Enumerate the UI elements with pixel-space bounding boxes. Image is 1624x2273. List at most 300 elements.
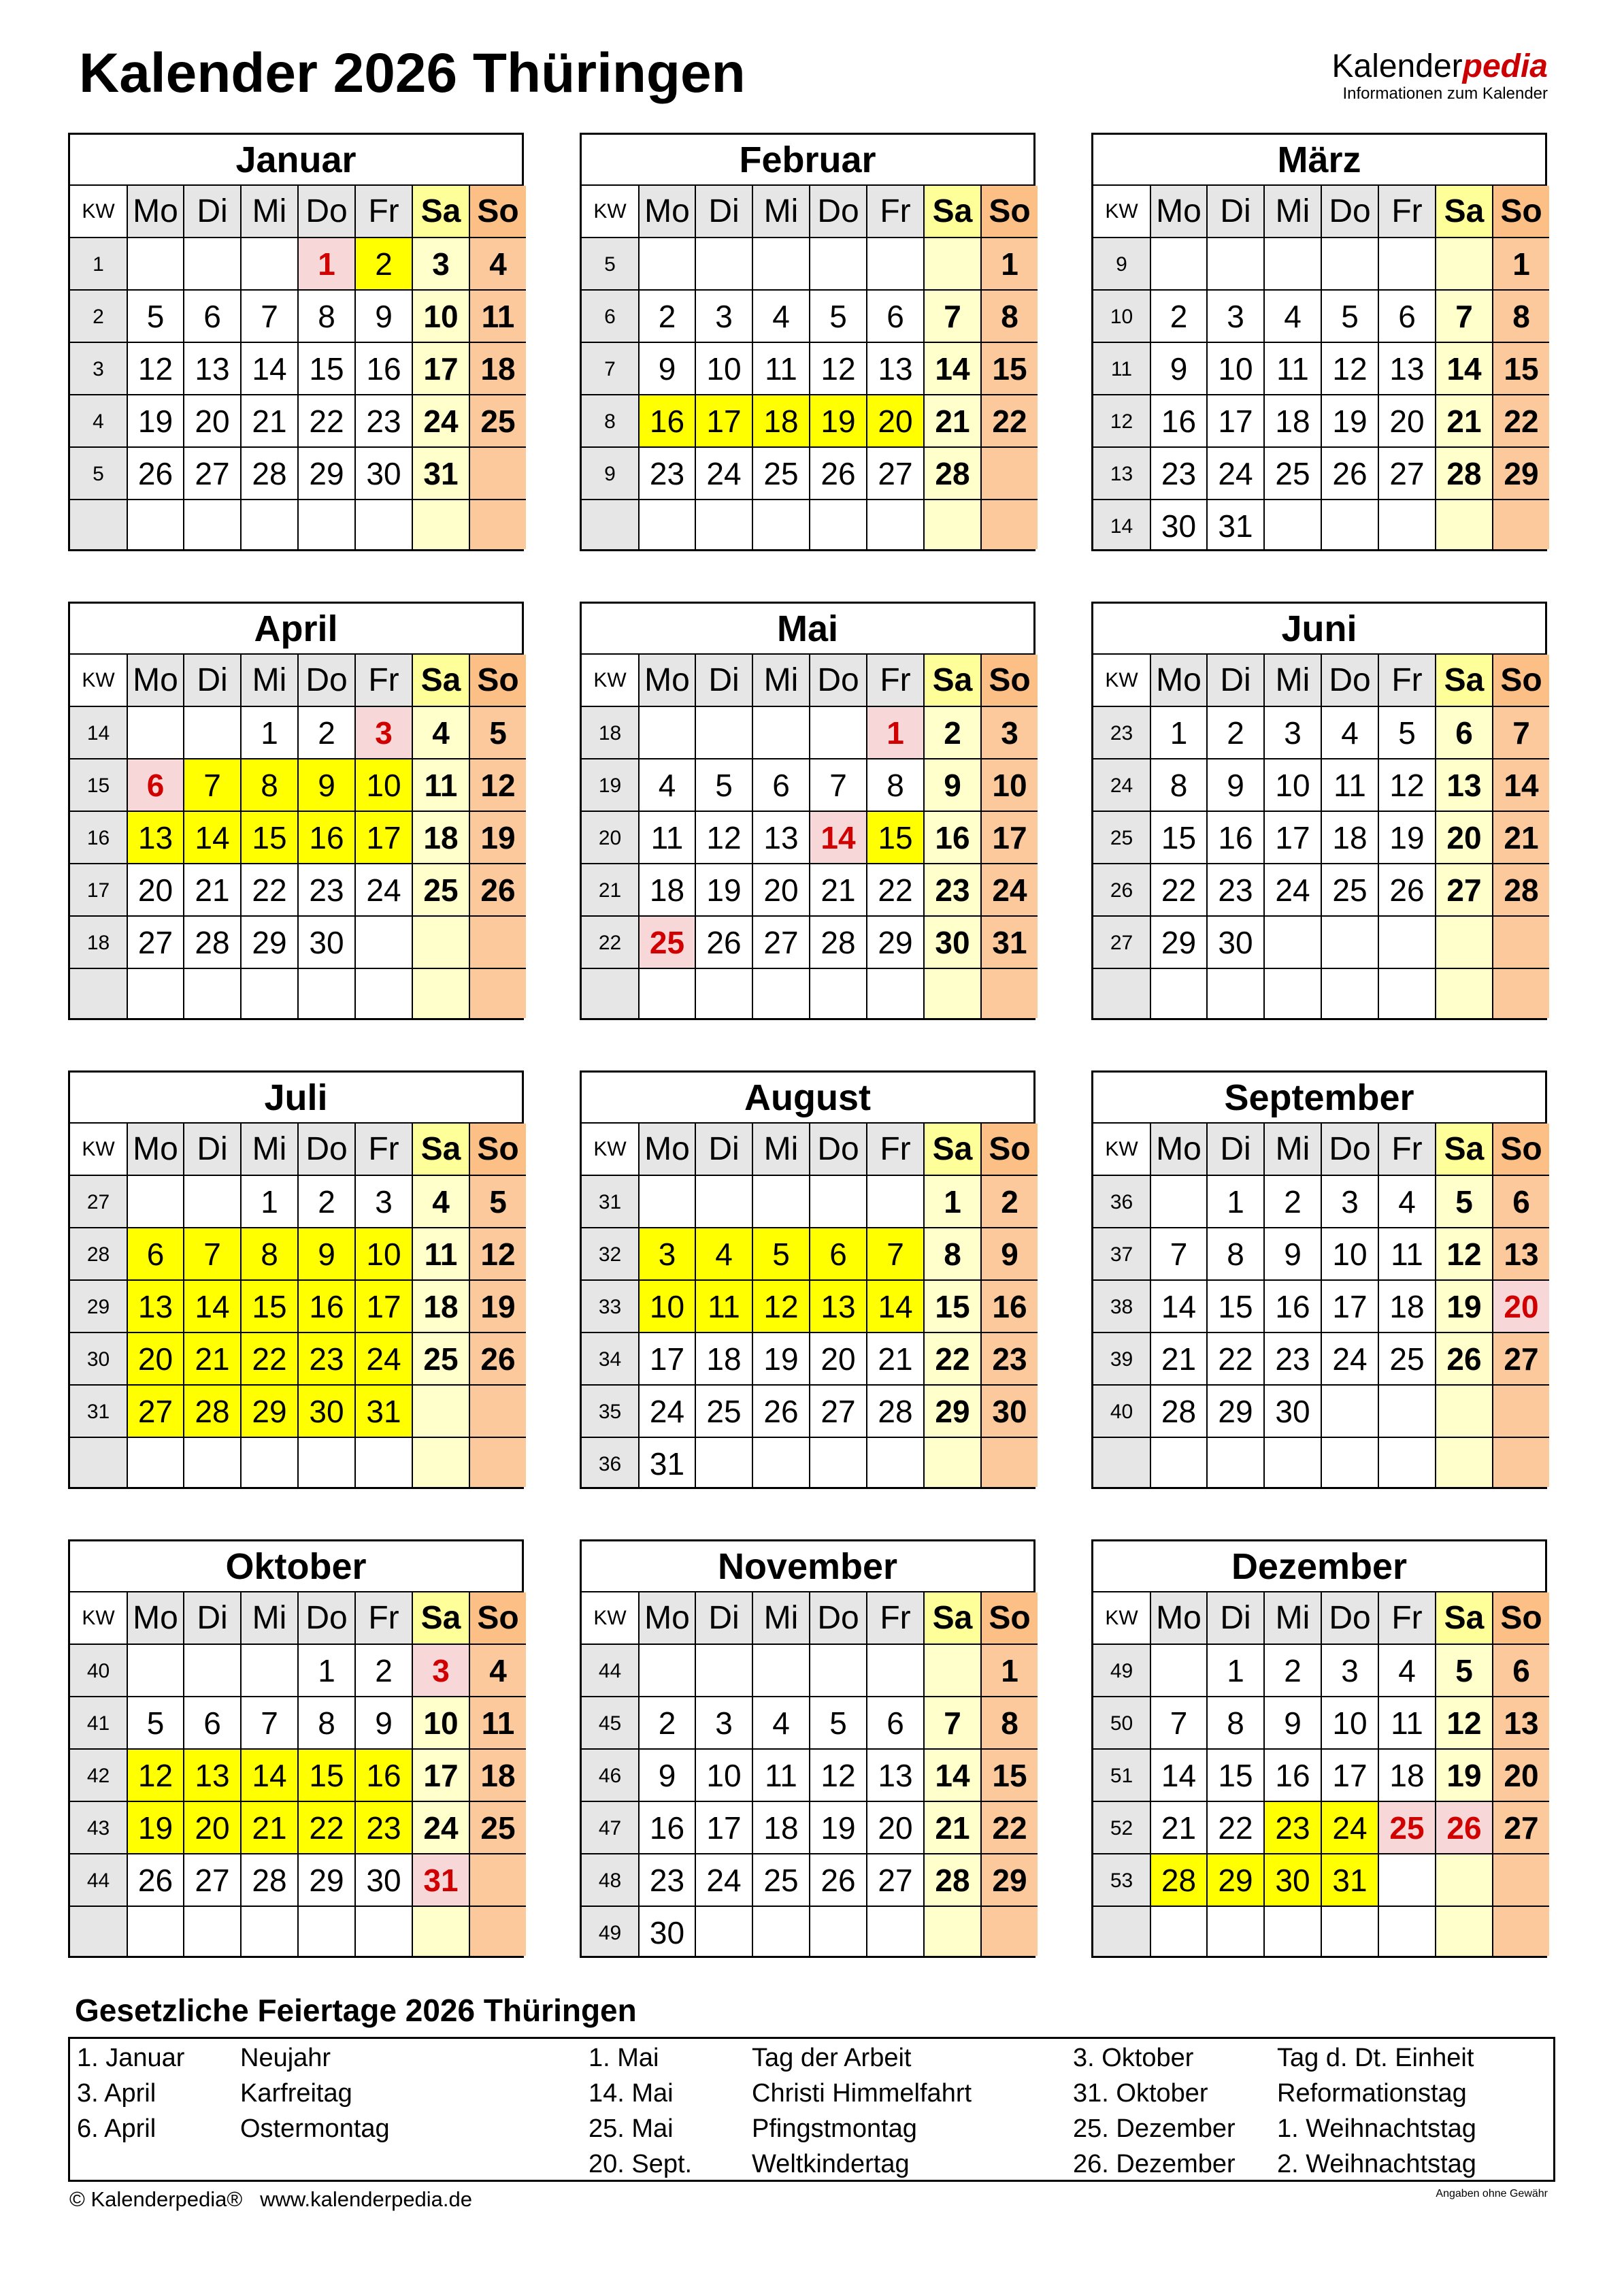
day-cell[interactable]: 4 <box>1265 291 1322 343</box>
day-cell[interactable]: 7 <box>242 1697 299 1750</box>
day-cell[interactable]: 9 <box>1265 1228 1322 1281</box>
day-cell[interactable]: 19 <box>696 864 753 917</box>
kalenderpedia-logo[interactable] <box>1331 50 1548 102</box>
day-cell[interactable]: 7 <box>1151 1228 1208 1281</box>
day-cell[interactable]: 3 <box>696 291 753 343</box>
day-cell[interactable]: 1 <box>1208 1645 1265 1697</box>
day-cell[interactable]: 14 <box>1151 1750 1208 1802</box>
day-cell[interactable]: 19 <box>128 395 184 448</box>
day-cell[interactable]: 12 <box>1436 1697 1493 1750</box>
day-cell[interactable]: 23 <box>356 395 413 448</box>
day-cell[interactable]: 14 <box>184 812 242 864</box>
day-cell[interactable]: 8 <box>1151 759 1208 812</box>
day-cell[interactable]: 25 <box>753 448 810 500</box>
day-cell[interactable]: 18 <box>413 812 470 864</box>
day-cell[interactable]: 21 <box>1493 812 1549 864</box>
day-cell[interactable]: 17 <box>1265 812 1322 864</box>
day-cell[interactable]: 14 <box>1151 1281 1208 1333</box>
day-cell[interactable]: 4 <box>1379 1645 1436 1697</box>
day-cell[interactable]: 17 <box>696 395 753 448</box>
day-cell[interactable]: 16 <box>640 395 696 448</box>
day-cell[interactable]: 8 <box>925 1228 982 1281</box>
day-cell[interactable]: 25 <box>1322 864 1379 917</box>
day-cell[interactable]: 10 <box>696 343 753 395</box>
day-cell[interactable]: 22 <box>242 864 299 917</box>
day-cell[interactable]: 26 <box>128 448 184 500</box>
day-cell[interactable]: 22 <box>1208 1802 1265 1854</box>
day-cell[interactable]: 20 <box>1436 812 1493 864</box>
day-cell[interactable]: 18 <box>640 864 696 917</box>
day-cell[interactable]: 21 <box>184 1333 242 1386</box>
day-cell[interactable]: 10 <box>1322 1228 1379 1281</box>
day-cell[interactable]: 6 <box>1493 1645 1549 1697</box>
day-cell[interactable]: 19 <box>810 1802 867 1854</box>
day-cell[interactable]: 2 <box>1208 707 1265 759</box>
day-cell[interactable]: 17 <box>1322 1750 1379 1802</box>
day-cell[interactable]: 2 <box>356 238 413 291</box>
day-cell[interactable]: 1 <box>1151 707 1208 759</box>
day-cell[interactable]: 15 <box>299 1750 356 1802</box>
day-cell[interactable]: 3 <box>982 707 1038 759</box>
day-cell[interactable]: 20 <box>128 1333 184 1386</box>
day-cell[interactable]: 7 <box>1436 291 1493 343</box>
day-cell[interactable]: 10 <box>982 759 1038 812</box>
day-cell[interactable]: 6 <box>867 291 925 343</box>
day-cell[interactable]: 21 <box>925 395 982 448</box>
day-cell[interactable]: 19 <box>128 1802 184 1854</box>
day-cell[interactable]: 18 <box>753 1802 810 1854</box>
day-cell[interactable]: 11 <box>1322 759 1379 812</box>
day-cell[interactable]: 2 <box>1151 291 1208 343</box>
day-cell[interactable]: 20 <box>867 1802 925 1854</box>
day-cell[interactable]: 27 <box>1493 1802 1549 1854</box>
day-cell[interactable]: 31 <box>640 1438 696 1487</box>
day-cell[interactable]: 29 <box>925 1386 982 1438</box>
day-cell[interactable]: 7 <box>1493 707 1549 759</box>
day-cell[interactable]: 2 <box>925 707 982 759</box>
day-cell[interactable]: 14 <box>810 812 867 864</box>
day-cell[interactable]: 18 <box>1379 1281 1436 1333</box>
day-cell[interactable]: 8 <box>982 291 1038 343</box>
day-cell[interactable]: 11 <box>470 291 526 343</box>
day-cell[interactable]: 17 <box>1322 1281 1379 1333</box>
day-cell[interactable]: 26 <box>1436 1333 1493 1386</box>
day-cell[interactable]: 26 <box>470 1333 526 1386</box>
day-cell[interactable]: 10 <box>413 291 470 343</box>
day-cell[interactable]: 3 <box>696 1697 753 1750</box>
day-cell[interactable]: 18 <box>1265 395 1322 448</box>
day-cell[interactable]: 26 <box>1322 448 1379 500</box>
day-cell[interactable]: 4 <box>753 291 810 343</box>
day-cell[interactable]: 20 <box>810 1333 867 1386</box>
day-cell[interactable]: 6 <box>1436 707 1493 759</box>
day-cell[interactable]: 2 <box>640 291 696 343</box>
day-cell[interactable]: 1 <box>299 238 356 291</box>
day-cell[interactable]: 17 <box>356 812 413 864</box>
day-cell[interactable]: 24 <box>696 448 753 500</box>
day-cell[interactable]: 28 <box>1493 864 1549 917</box>
day-cell[interactable]: 4 <box>753 1697 810 1750</box>
day-cell[interactable]: 1 <box>982 238 1038 291</box>
day-cell[interactable]: 24 <box>1322 1802 1379 1854</box>
day-cell[interactable]: 26 <box>1379 864 1436 917</box>
day-cell[interactable]: 25 <box>413 864 470 917</box>
day-cell[interactable]: 29 <box>982 1854 1038 1907</box>
day-cell[interactable]: 25 <box>753 1854 810 1907</box>
day-cell[interactable]: 7 <box>1151 1697 1208 1750</box>
day-cell[interactable]: 27 <box>1379 448 1436 500</box>
day-cell[interactable]: 21 <box>1151 1333 1208 1386</box>
day-cell[interactable]: 30 <box>356 1854 413 1907</box>
day-cell[interactable]: 6 <box>753 759 810 812</box>
day-cell[interactable]: 12 <box>470 1228 526 1281</box>
day-cell[interactable]: 12 <box>810 1750 867 1802</box>
day-cell[interactable]: 6 <box>184 1697 242 1750</box>
day-cell[interactable]: 3 <box>413 238 470 291</box>
day-cell[interactable]: 30 <box>982 1386 1038 1438</box>
day-cell[interactable]: 20 <box>1379 395 1436 448</box>
day-cell[interactable]: 26 <box>128 1854 184 1907</box>
day-cell[interactable]: 15 <box>242 1281 299 1333</box>
day-cell[interactable]: 19 <box>810 395 867 448</box>
day-cell[interactable]: 25 <box>470 1802 526 1854</box>
day-cell[interactable]: 2 <box>299 1176 356 1228</box>
day-cell[interactable]: 13 <box>184 343 242 395</box>
day-cell[interactable]: 23 <box>299 864 356 917</box>
day-cell[interactable]: 9 <box>356 291 413 343</box>
day-cell[interactable]: 8 <box>1208 1697 1265 1750</box>
day-cell[interactable]: 27 <box>1493 1333 1549 1386</box>
day-cell[interactable]: 22 <box>299 1802 356 1854</box>
day-cell[interactable]: 1 <box>242 707 299 759</box>
day-cell[interactable]: 8 <box>299 1697 356 1750</box>
day-cell[interactable]: 20 <box>184 395 242 448</box>
day-cell[interactable]: 5 <box>1436 1645 1493 1697</box>
day-cell[interactable]: 21 <box>867 1333 925 1386</box>
day-cell[interactable]: 19 <box>1322 395 1379 448</box>
day-cell[interactable]: 25 <box>413 1333 470 1386</box>
day-cell[interactable]: 22 <box>982 395 1038 448</box>
day-cell[interactable]: 2 <box>1265 1645 1322 1697</box>
day-cell[interactable]: 30 <box>356 448 413 500</box>
day-cell[interactable]: 24 <box>640 1386 696 1438</box>
day-cell[interactable]: 28 <box>810 917 867 969</box>
day-cell[interactable]: 8 <box>982 1697 1038 1750</box>
day-cell[interactable]: 23 <box>640 448 696 500</box>
day-cell[interactable]: 14 <box>1436 343 1493 395</box>
day-cell[interactable]: 5 <box>1379 707 1436 759</box>
day-cell[interactable]: 10 <box>1265 759 1322 812</box>
day-cell[interactable]: 15 <box>1151 812 1208 864</box>
day-cell[interactable]: 17 <box>413 1750 470 1802</box>
day-cell[interactable]: 13 <box>184 1750 242 1802</box>
day-cell[interactable]: 26 <box>470 864 526 917</box>
day-cell[interactable]: 29 <box>242 917 299 969</box>
day-cell[interactable]: 6 <box>1379 291 1436 343</box>
day-cell[interactable]: 13 <box>867 343 925 395</box>
day-cell[interactable]: 30 <box>1265 1386 1322 1438</box>
day-cell[interactable]: 5 <box>810 291 867 343</box>
day-cell[interactable]: 4 <box>696 1228 753 1281</box>
day-cell[interactable]: 16 <box>982 1281 1038 1333</box>
day-cell[interactable]: 5 <box>810 1697 867 1750</box>
day-cell[interactable]: 23 <box>356 1802 413 1854</box>
day-cell[interactable]: 16 <box>299 812 356 864</box>
day-cell[interactable]: 31 <box>413 1854 470 1907</box>
day-cell[interactable]: 14 <box>242 343 299 395</box>
day-cell[interactable]: 4 <box>413 1176 470 1228</box>
day-cell[interactable]: 16 <box>356 1750 413 1802</box>
day-cell[interactable]: 9 <box>640 1750 696 1802</box>
day-cell[interactable]: 30 <box>1265 1854 1322 1907</box>
day-cell[interactable]: 24 <box>413 1802 470 1854</box>
day-cell[interactable]: 9 <box>1151 343 1208 395</box>
day-cell[interactable]: 28 <box>925 448 982 500</box>
day-cell[interactable]: 13 <box>128 1281 184 1333</box>
day-cell[interactable]: 11 <box>640 812 696 864</box>
day-cell[interactable]: 20 <box>1493 1750 1549 1802</box>
day-cell[interactable]: 27 <box>184 448 242 500</box>
day-cell[interactable]: 15 <box>1493 343 1549 395</box>
day-cell[interactable]: 6 <box>184 291 242 343</box>
day-cell[interactable]: 25 <box>470 395 526 448</box>
day-cell[interactable]: 13 <box>810 1281 867 1333</box>
day-cell[interactable]: 22 <box>242 1333 299 1386</box>
day-cell[interactable]: 1 <box>982 1645 1038 1697</box>
day-cell[interactable]: 12 <box>1379 759 1436 812</box>
day-cell[interactable]: 25 <box>640 917 696 969</box>
day-cell[interactable]: 31 <box>356 1386 413 1438</box>
day-cell[interactable]: 6 <box>128 1228 184 1281</box>
day-cell[interactable]: 9 <box>299 1228 356 1281</box>
day-cell[interactable]: 11 <box>413 1228 470 1281</box>
day-cell[interactable]: 19 <box>753 1333 810 1386</box>
day-cell[interactable]: 22 <box>299 395 356 448</box>
day-cell[interactable]: 30 <box>299 917 356 969</box>
day-cell[interactable]: 14 <box>1493 759 1549 812</box>
footer-url[interactable]: www.kalenderpedia.de <box>260 2187 473 2211</box>
day-cell[interactable]: 17 <box>982 812 1038 864</box>
day-cell[interactable]: 14 <box>242 1750 299 1802</box>
day-cell[interactable]: 6 <box>810 1228 867 1281</box>
day-cell[interactable]: 4 <box>413 707 470 759</box>
day-cell[interactable]: 3 <box>413 1645 470 1697</box>
day-cell[interactable]: 9 <box>982 1228 1038 1281</box>
day-cell[interactable]: 10 <box>356 1228 413 1281</box>
day-cell[interactable]: 11 <box>470 1697 526 1750</box>
day-cell[interactable]: 22 <box>1151 864 1208 917</box>
day-cell[interactable]: 9 <box>299 759 356 812</box>
day-cell[interactable]: 4 <box>470 238 526 291</box>
day-cell[interactable]: 14 <box>184 1281 242 1333</box>
day-cell[interactable]: 26 <box>753 1386 810 1438</box>
day-cell[interactable]: 26 <box>1436 1802 1493 1854</box>
day-cell[interactable]: 18 <box>1322 812 1379 864</box>
day-cell[interactable]: 27 <box>867 448 925 500</box>
day-cell[interactable]: 17 <box>1208 395 1265 448</box>
day-cell[interactable]: 23 <box>1151 448 1208 500</box>
day-cell[interactable]: 28 <box>184 1386 242 1438</box>
day-cell[interactable]: 10 <box>1322 1697 1379 1750</box>
day-cell[interactable]: 6 <box>1493 1176 1549 1228</box>
day-cell[interactable]: 21 <box>242 395 299 448</box>
day-cell[interactable]: 12 <box>128 1750 184 1802</box>
day-cell[interactable]: 21 <box>1436 395 1493 448</box>
day-cell[interactable]: 27 <box>184 1854 242 1907</box>
day-cell[interactable]: 14 <box>925 343 982 395</box>
day-cell[interactable]: 31 <box>1322 1854 1379 1907</box>
day-cell[interactable]: 26 <box>810 1854 867 1907</box>
day-cell[interactable]: 8 <box>242 759 299 812</box>
day-cell[interactable]: 18 <box>413 1281 470 1333</box>
day-cell[interactable]: 29 <box>1208 1386 1265 1438</box>
day-cell[interactable]: 1 <box>1493 238 1549 291</box>
day-cell[interactable]: 1 <box>867 707 925 759</box>
day-cell[interactable]: 31 <box>982 917 1038 969</box>
day-cell[interactable]: 25 <box>1379 1333 1436 1386</box>
day-cell[interactable]: 27 <box>128 917 184 969</box>
day-cell[interactable]: 4 <box>640 759 696 812</box>
day-cell[interactable]: 24 <box>1208 448 1265 500</box>
day-cell[interactable]: 3 <box>356 1176 413 1228</box>
day-cell[interactable]: 10 <box>1208 343 1265 395</box>
day-cell[interactable]: 25 <box>696 1386 753 1438</box>
day-cell[interactable]: 24 <box>696 1854 753 1907</box>
day-cell[interactable]: 24 <box>982 864 1038 917</box>
day-cell[interactable]: 28 <box>1436 448 1493 500</box>
day-cell[interactable]: 12 <box>696 812 753 864</box>
day-cell[interactable]: 28 <box>242 1854 299 1907</box>
day-cell[interactable]: 7 <box>184 759 242 812</box>
day-cell[interactable]: 4 <box>1322 707 1379 759</box>
day-cell[interactable]: 7 <box>867 1228 925 1281</box>
day-cell[interactable]: 28 <box>242 448 299 500</box>
day-cell[interactable]: 9 <box>1265 1697 1322 1750</box>
day-cell[interactable]: 20 <box>753 864 810 917</box>
day-cell[interactable]: 18 <box>753 395 810 448</box>
day-cell[interactable]: 13 <box>128 812 184 864</box>
day-cell[interactable]: 11 <box>1379 1697 1436 1750</box>
day-cell[interactable]: 19 <box>1436 1281 1493 1333</box>
day-cell[interactable]: 16 <box>640 1802 696 1854</box>
day-cell[interactable]: 4 <box>1379 1176 1436 1228</box>
day-cell[interactable]: 16 <box>1208 812 1265 864</box>
day-cell[interactable]: 19 <box>470 812 526 864</box>
day-cell[interactable]: 13 <box>1436 759 1493 812</box>
day-cell[interactable]: 15 <box>925 1281 982 1333</box>
day-cell[interactable]: 18 <box>470 1750 526 1802</box>
day-cell[interactable]: 16 <box>1265 1750 1322 1802</box>
day-cell[interactable]: 21 <box>810 864 867 917</box>
day-cell[interactable]: 16 <box>1151 395 1208 448</box>
day-cell[interactable]: 20 <box>867 395 925 448</box>
day-cell[interactable]: 12 <box>470 759 526 812</box>
day-cell[interactable]: 18 <box>1379 1750 1436 1802</box>
day-cell[interactable]: 29 <box>1208 1854 1265 1907</box>
day-cell[interactable]: 23 <box>1208 864 1265 917</box>
day-cell[interactable]: 19 <box>470 1281 526 1333</box>
day-cell[interactable]: 24 <box>1265 864 1322 917</box>
day-cell[interactable]: 9 <box>640 343 696 395</box>
day-cell[interactable]: 31 <box>413 448 470 500</box>
day-cell[interactable]: 31 <box>1208 500 1265 549</box>
day-cell[interactable]: 14 <box>867 1281 925 1333</box>
day-cell[interactable]: 30 <box>1208 917 1265 969</box>
day-cell[interactable]: 8 <box>1208 1228 1265 1281</box>
day-cell[interactable]: 13 <box>1379 343 1436 395</box>
day-cell[interactable]: 13 <box>867 1750 925 1802</box>
day-cell[interactable]: 23 <box>925 864 982 917</box>
day-cell[interactable]: 12 <box>753 1281 810 1333</box>
day-cell[interactable]: 4 <box>470 1645 526 1697</box>
day-cell[interactable]: 7 <box>242 291 299 343</box>
day-cell[interactable]: 11 <box>1379 1228 1436 1281</box>
day-cell[interactable]: 22 <box>1208 1333 1265 1386</box>
day-cell[interactable]: 27 <box>128 1386 184 1438</box>
day-cell[interactable]: 29 <box>867 917 925 969</box>
day-cell[interactable]: 16 <box>925 812 982 864</box>
day-cell[interactable]: 28 <box>1151 1386 1208 1438</box>
day-cell[interactable]: 20 <box>1493 1281 1549 1333</box>
day-cell[interactable]: 25 <box>1265 448 1322 500</box>
day-cell[interactable]: 16 <box>356 343 413 395</box>
day-cell[interactable]: 3 <box>1322 1645 1379 1697</box>
day-cell[interactable]: 15 <box>982 343 1038 395</box>
day-cell[interactable]: 10 <box>640 1281 696 1333</box>
day-cell[interactable]: 16 <box>1265 1281 1322 1333</box>
day-cell[interactable]: 22 <box>982 1802 1038 1854</box>
day-cell[interactable]: 2 <box>1265 1176 1322 1228</box>
day-cell[interactable]: 15 <box>1208 1281 1265 1333</box>
day-cell[interactable]: 15 <box>299 343 356 395</box>
day-cell[interactable]: 5 <box>1436 1176 1493 1228</box>
day-cell[interactable]: 6 <box>128 759 184 812</box>
day-cell[interactable]: 5 <box>696 759 753 812</box>
day-cell[interactable]: 5 <box>753 1228 810 1281</box>
day-cell[interactable]: 12 <box>1436 1228 1493 1281</box>
day-cell[interactable]: 17 <box>413 343 470 395</box>
day-cell[interactable]: 15 <box>982 1750 1038 1802</box>
day-cell[interactable]: 3 <box>1322 1176 1379 1228</box>
day-cell[interactable]: 21 <box>242 1802 299 1854</box>
day-cell[interactable]: 2 <box>640 1697 696 1750</box>
day-cell[interactable]: 17 <box>696 1802 753 1854</box>
day-cell[interactable]: 28 <box>867 1386 925 1438</box>
day-cell[interactable]: 11 <box>753 1750 810 1802</box>
day-cell[interactable]: 21 <box>184 864 242 917</box>
day-cell[interactable]: 8 <box>242 1228 299 1281</box>
day-cell[interactable]: 12 <box>128 343 184 395</box>
day-cell[interactable]: 24 <box>356 1333 413 1386</box>
day-cell[interactable]: 5 <box>470 1176 526 1228</box>
day-cell[interactable]: 8 <box>867 759 925 812</box>
day-cell[interactable]: 26 <box>810 448 867 500</box>
day-cell[interactable]: 27 <box>1436 864 1493 917</box>
day-cell[interactable]: 5 <box>470 707 526 759</box>
day-cell[interactable]: 10 <box>413 1697 470 1750</box>
day-cell[interactable]: 27 <box>810 1386 867 1438</box>
day-cell[interactable]: 22 <box>1493 395 1549 448</box>
day-cell[interactable]: 9 <box>1208 759 1265 812</box>
day-cell[interactable]: 8 <box>1493 291 1549 343</box>
day-cell[interactable]: 9 <box>356 1697 413 1750</box>
day-cell[interactable]: 17 <box>640 1333 696 1386</box>
day-cell[interactable]: 1 <box>242 1176 299 1228</box>
day-cell[interactable]: 12 <box>810 343 867 395</box>
day-cell[interactable]: 7 <box>925 291 982 343</box>
day-cell[interactable]: 5 <box>128 291 184 343</box>
day-cell[interactable]: 15 <box>1208 1750 1265 1802</box>
